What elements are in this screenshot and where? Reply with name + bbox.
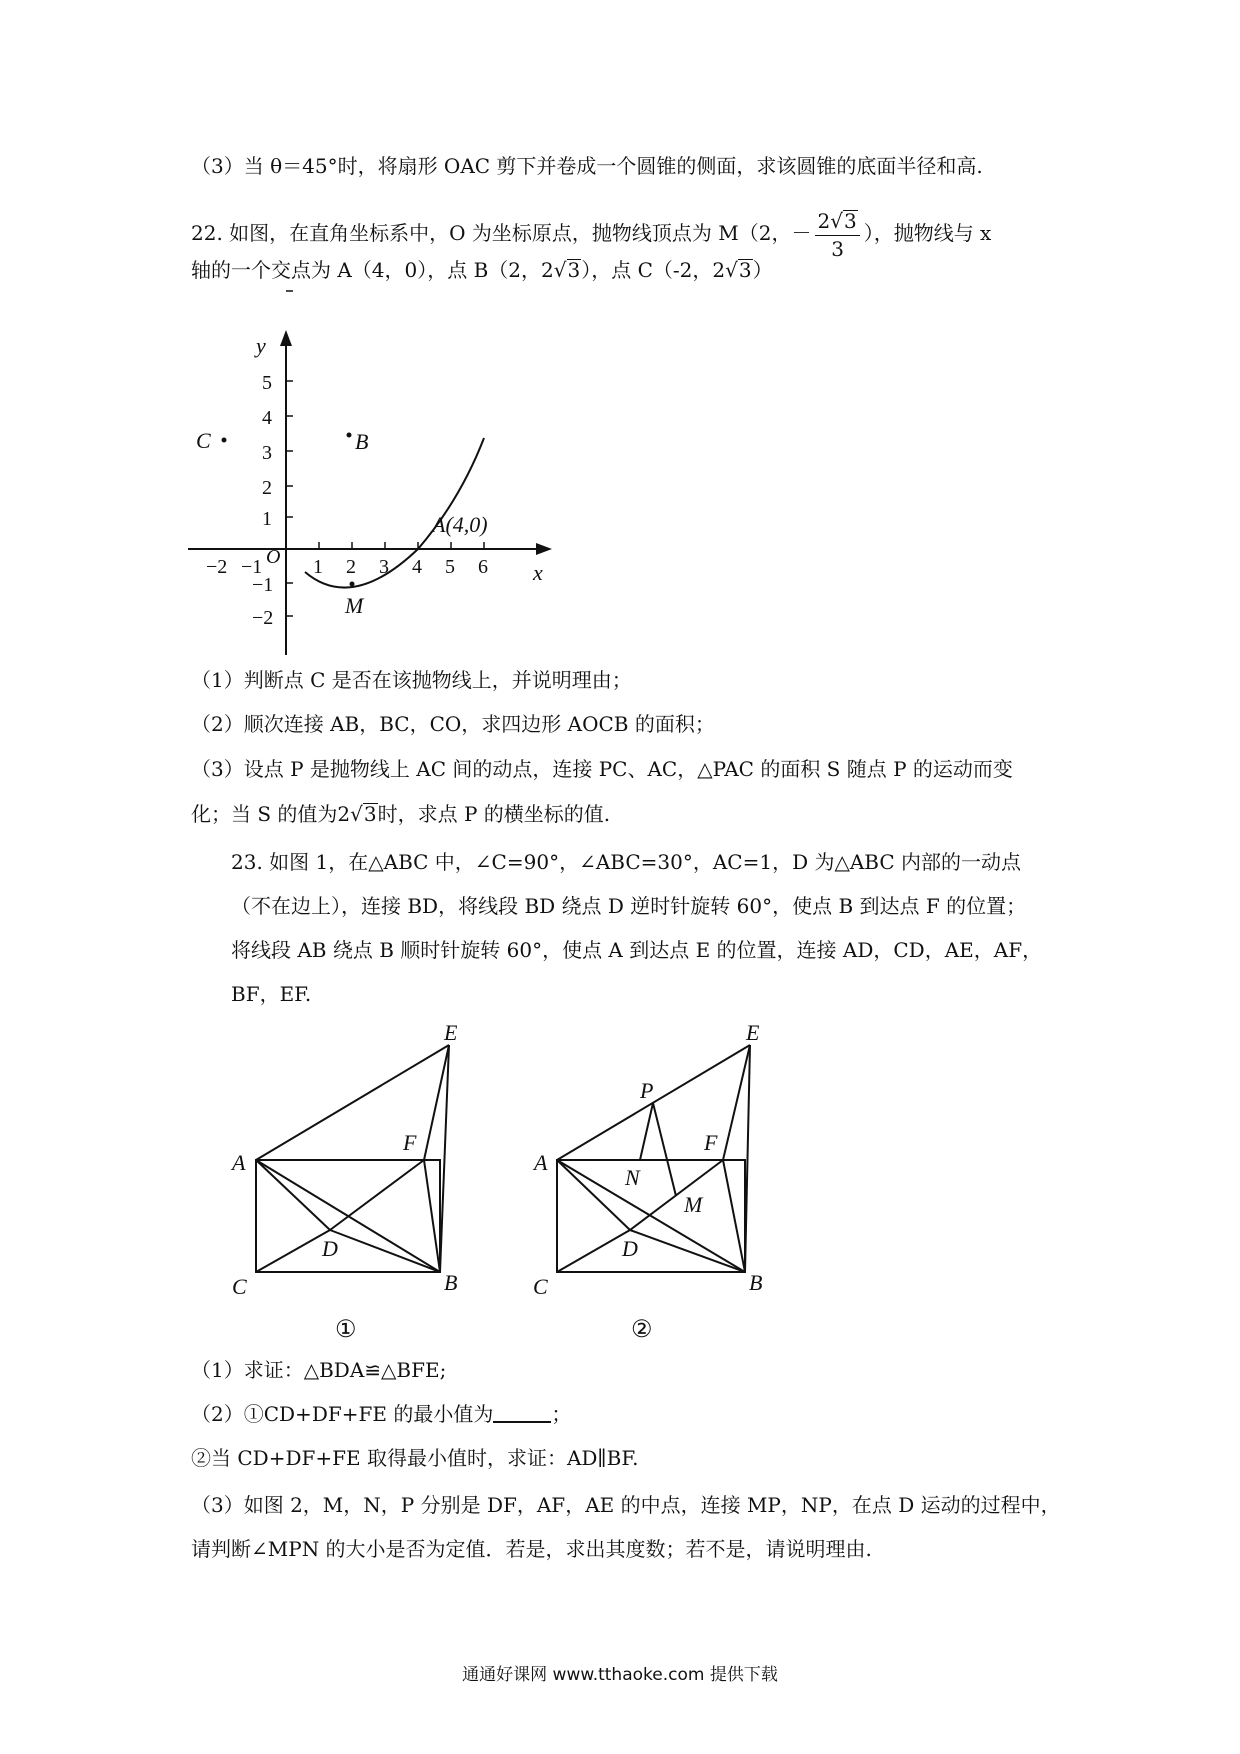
q22-line2-a: 轴的一个交点为 A（4，0），点 B（2， bbox=[191, 258, 542, 282]
s-value-coef: 2 bbox=[337, 802, 351, 826]
y-tick-minus2: −2 bbox=[252, 607, 274, 629]
fig2-label-e: E bbox=[746, 1020, 760, 1045]
sqrt-symbol: √3 bbox=[830, 209, 857, 233]
fig2-label-m: M bbox=[684, 1192, 703, 1217]
fig1-label-b: B bbox=[444, 1270, 458, 1295]
q22-p3-post: 时，求点 P 的横坐标的值. bbox=[377, 802, 611, 826]
fraction-num-radicand: 3 bbox=[843, 209, 857, 233]
fraction-den: 3 bbox=[831, 237, 844, 261]
y-tick-minus1: −1 bbox=[252, 574, 274, 596]
y-tick-3: 3 bbox=[262, 442, 272, 464]
point-b-label: B bbox=[355, 429, 369, 454]
q23-line3: 将线段 AB 绕点 B 顺时针旋转 60°，使点 A 到达点 E 的位置，连接 AD，CD，AE，AF， bbox=[231, 938, 1043, 962]
x-tick-1: 1 bbox=[313, 556, 323, 578]
y-tick-4: 4 bbox=[262, 407, 272, 429]
x-tick-minus2: −2 bbox=[206, 556, 228, 578]
point-c-label: C bbox=[196, 428, 211, 453]
x-tick-6: 6 bbox=[478, 556, 488, 578]
fig2-label-f: F bbox=[704, 1130, 718, 1155]
q22-line2-b: ），点 C（-2， bbox=[581, 258, 713, 282]
q23-line1: 23. 如图 1，在△ABC 中，∠C=90°，∠ABC=30°，AC=1，D 为△ABC 内部的一动点 bbox=[231, 850, 1022, 874]
q23-part2b: ②当 CD+DF+FE 取得最小值时，求证：AD∥BF. bbox=[191, 1446, 639, 1470]
sqrt-symbol: √3 bbox=[725, 258, 752, 282]
x-tick-3: 3 bbox=[379, 556, 389, 578]
b-y-coef: 2 bbox=[541, 258, 554, 282]
fig1-label-c: C bbox=[232, 1274, 247, 1299]
q23-part1: （1）求证：△BDA≌△BFE; bbox=[191, 1358, 447, 1382]
q23-part3-line1: （3）如图 2，M，N，P 分别是 DF，AF，AE 的中点，连接 MP，NP，在点 D 运动的过程中， bbox=[191, 1493, 1061, 1517]
fig2-label-d: D bbox=[622, 1236, 638, 1261]
q23-part2a bbox=[191, 1400, 571, 1428]
point-a-label: A(4,0) bbox=[432, 512, 488, 537]
fig2-caption: ② bbox=[631, 1317, 653, 1343]
q22-intro-pre: 22. 如图，在直角坐标系中，O 为坐标原点，抛物线顶点为 M（2，－ bbox=[191, 221, 812, 245]
x-tick-2: 2 bbox=[346, 556, 356, 578]
sqrt-symbol: √3 bbox=[350, 802, 377, 826]
q22-p3-pre: 化；当 S 的值为 bbox=[191, 802, 338, 826]
point-m-label: M bbox=[345, 593, 364, 618]
fig1-caption: ① bbox=[335, 1317, 357, 1343]
c-y-radicand: 3 bbox=[738, 258, 752, 282]
fig1-label-d: D bbox=[322, 1236, 338, 1261]
page-footer: 通通好课网 www.tthaoke.com 提供下载 bbox=[462, 1665, 778, 1685]
fig2-label-b: B bbox=[749, 1270, 763, 1295]
y-tick-2: 2 bbox=[262, 477, 272, 499]
fig2-label-a: A bbox=[534, 1150, 548, 1175]
sqrt-symbol: √3 bbox=[553, 258, 581, 282]
fraction-num-coef: 2 bbox=[817, 209, 831, 233]
q21-part3-text: （3）当 θ＝45°时，将扇形 OAC 剪下并卷成一个圆锥的侧面，求该圆锥的底面半径和高. bbox=[191, 154, 983, 178]
y-tick-5: 5 bbox=[262, 372, 272, 394]
q23-line4: BF，EF. bbox=[231, 982, 312, 1006]
x-tick-5: 5 bbox=[445, 556, 455, 578]
q22-intro-post: ），抛物线与 x bbox=[863, 221, 992, 245]
c-y-coef: 2 bbox=[712, 258, 726, 282]
fig1-label-a: A bbox=[232, 1150, 246, 1175]
q22-part3-line1: （3）设点 P 是抛物线上 AC 间的动点，连接 PC、AC，△PAC 的面积 S 随点 P 的运动而变 bbox=[191, 757, 1013, 781]
fig2-label-p: P bbox=[640, 1078, 654, 1103]
b-y-radicand: 3 bbox=[567, 258, 581, 282]
fig1-label-f: F bbox=[403, 1130, 417, 1155]
x-tick-minus1: −1 bbox=[241, 556, 263, 578]
q22-part2: （2）顺次连接 AB，BC，CO，求四边形 AOCB 的面积； bbox=[191, 712, 715, 736]
q23-p2a-post: ； bbox=[551, 1402, 572, 1426]
q23-line2: （不在边上），连接 BD，将线段 BD 绕点 D 逆时针旋转 60°，使点 B 到达点 F 的位置； bbox=[231, 894, 1027, 918]
s-value-radicand: 3 bbox=[363, 802, 377, 826]
x-tick-4: 4 bbox=[412, 556, 422, 578]
y-tick-1: 1 bbox=[262, 508, 272, 530]
origin-label: O bbox=[266, 546, 281, 568]
q23-p2a-pre: （2）①CD+DF+FE 的最小值为 bbox=[191, 1402, 494, 1426]
fig2-label-n: N bbox=[625, 1165, 640, 1190]
answer-blank[interactable] bbox=[493, 1401, 551, 1423]
q23-part3-line2: 请判断∠MPN 的大小是否为定值．若是，求出其度数；若不是，请说明理由. bbox=[191, 1537, 872, 1561]
q22-part1: （1）判断点 C 是否在该抛物线上，并说明理由； bbox=[191, 668, 632, 692]
fig1-label-e: E bbox=[444, 1020, 458, 1045]
x-axis-label: x bbox=[533, 560, 543, 585]
y-axis-label: y bbox=[256, 333, 266, 358]
q22-line2-c: ） bbox=[752, 258, 773, 282]
fig2-label-c: C bbox=[533, 1274, 548, 1299]
